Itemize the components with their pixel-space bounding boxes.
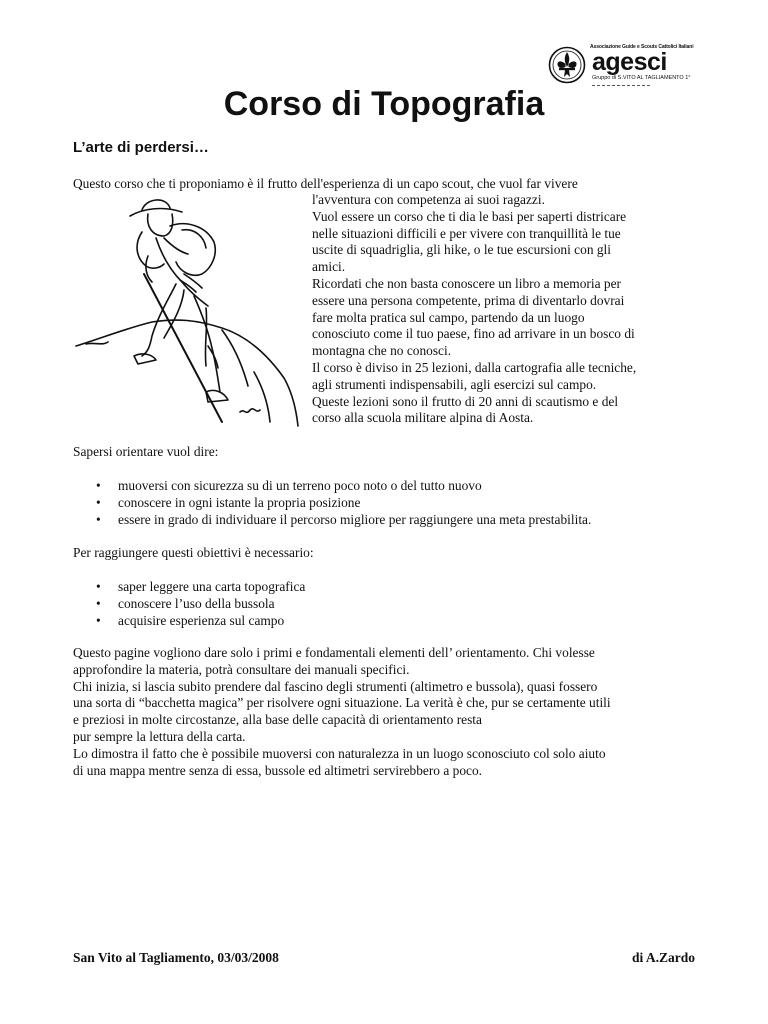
intro-line: essere una persona competente, prima di diventarlo dovrai (312, 292, 625, 308)
list-item: • saper leggere una carta topografica (96, 579, 306, 594)
intro-text-column (312, 192, 712, 427)
orientare-list (96, 477, 591, 528)
body-line: Questo pagine vogliono dare solo i primi e fondamentali elementi dell’ orientamento. Chi volesse (73, 645, 595, 660)
intro-line: Il corso è diviso in 25 lezioni, dalla cartografia alle tecniche, (312, 359, 637, 375)
scout-hiker-illustration (72, 196, 300, 436)
obiettivi-heading: Per raggiungere questi obiettivi è necessario: (73, 545, 314, 560)
page-title: Corso di Topografia (223, 85, 545, 123)
body-line: di una mappa mentre senza di essa, bussole ed altimetri servirebbero a poco. (73, 762, 483, 778)
intro-line: Queste lezioni sono il frutto di 20 anni di scautismo e del (312, 393, 619, 409)
body-line: pur sempre la lettura della carta. (73, 728, 246, 744)
list-item: • conoscere l’uso della bussola (96, 596, 275, 611)
intro-line: uscite di squadriglia, gli hike, o le tue escursioni con gli (312, 242, 611, 258)
intro-line: corso alla scuola militare alpina di Aosta. (312, 410, 534, 426)
footer-place-date: San Vito al Tagliamento, 03/03/2008 (73, 950, 279, 965)
footer-author: di A.Zardo (631, 950, 695, 965)
body-line: e preziosi in molte circostanze, alla base delle capacità di orientamento resta (73, 712, 482, 728)
bullet-icon: • (96, 579, 101, 594)
body-line: una sorta di “bacchetta magica” per risolvere ogni situazione. La verità è che, pur se certamente utili (73, 695, 611, 711)
intro-line: agli strumenti indispensabili, agli esercizi sul campo. (312, 376, 597, 392)
intro-line: amici. (312, 259, 346, 275)
bullet-icon: • (96, 596, 101, 611)
bullet-icon: • (96, 495, 101, 510)
bullet-icon: • (96, 512, 101, 527)
intro-line: nelle situazioni difficili e per vivere con tranquillità le tue (312, 225, 621, 241)
logo-wordmark: agesci (592, 48, 667, 76)
logo-strapline: Associazione Guide e Scouts Cattolici Italiani (590, 44, 694, 50)
scout-fleur-de-lis-icon (548, 46, 586, 84)
body-line: Lo dimostra il fatto che è possibile muoversi con naturalezza in un luogo sconosciuto col solo aiuto (73, 745, 606, 761)
obiettivi-list (96, 578, 305, 629)
logo-group-name: Gruppo di S.VITO AL TAGLIAMENTO 1° (592, 75, 691, 81)
intro-first-line: Questo corso che ti proponiamo è il frutto dell'esperienza di un capo scout, che vuol far vivere (73, 176, 578, 191)
list-item: • conoscere in ogni istante la propria posizione (96, 495, 361, 510)
list-item: • acquisire esperienza sul campo (96, 613, 285, 628)
bullet-icon: • (96, 478, 101, 493)
bullet-icon: • (96, 613, 101, 628)
intro-line: fare molta pratica sul campo, partendo da un luogo (312, 309, 585, 325)
page-subtitle: L’arte di perdersi… (73, 139, 209, 156)
intro-line: montagna che no conosci. (312, 343, 452, 359)
body-line: approfondire la materia, potrà consultare dei manuali specifici. (73, 661, 410, 677)
intro-line: Vuol essere un corso che ti dia le basi per saperti districare (312, 208, 627, 224)
intro-line: conosciuto come il tuo paese, fino ad arrivare in un bosco di (312, 326, 635, 342)
intro-line: l'avventura con competenza ai suoi ragazzi. (312, 192, 545, 207)
intro-line: Ricordati che non basta conoscere un libro a memoria per (312, 275, 621, 291)
list-item: • essere in grado di individuare il percorso migliore per raggiungere una meta prestabilita. (96, 512, 592, 527)
agesci-logo (548, 44, 694, 90)
orientare-heading: Sapersi orientare vuol dire: (73, 444, 219, 459)
list-item: • muoversi con sicurezza su di un terreno poco noto o del tutto nuovo (96, 478, 482, 493)
body-line: Chi inizia, si lascia subito prendere dal fascino degli strumenti (altimetro e bussola), quasi fossero (73, 678, 598, 694)
body-paragraph (73, 645, 713, 779)
